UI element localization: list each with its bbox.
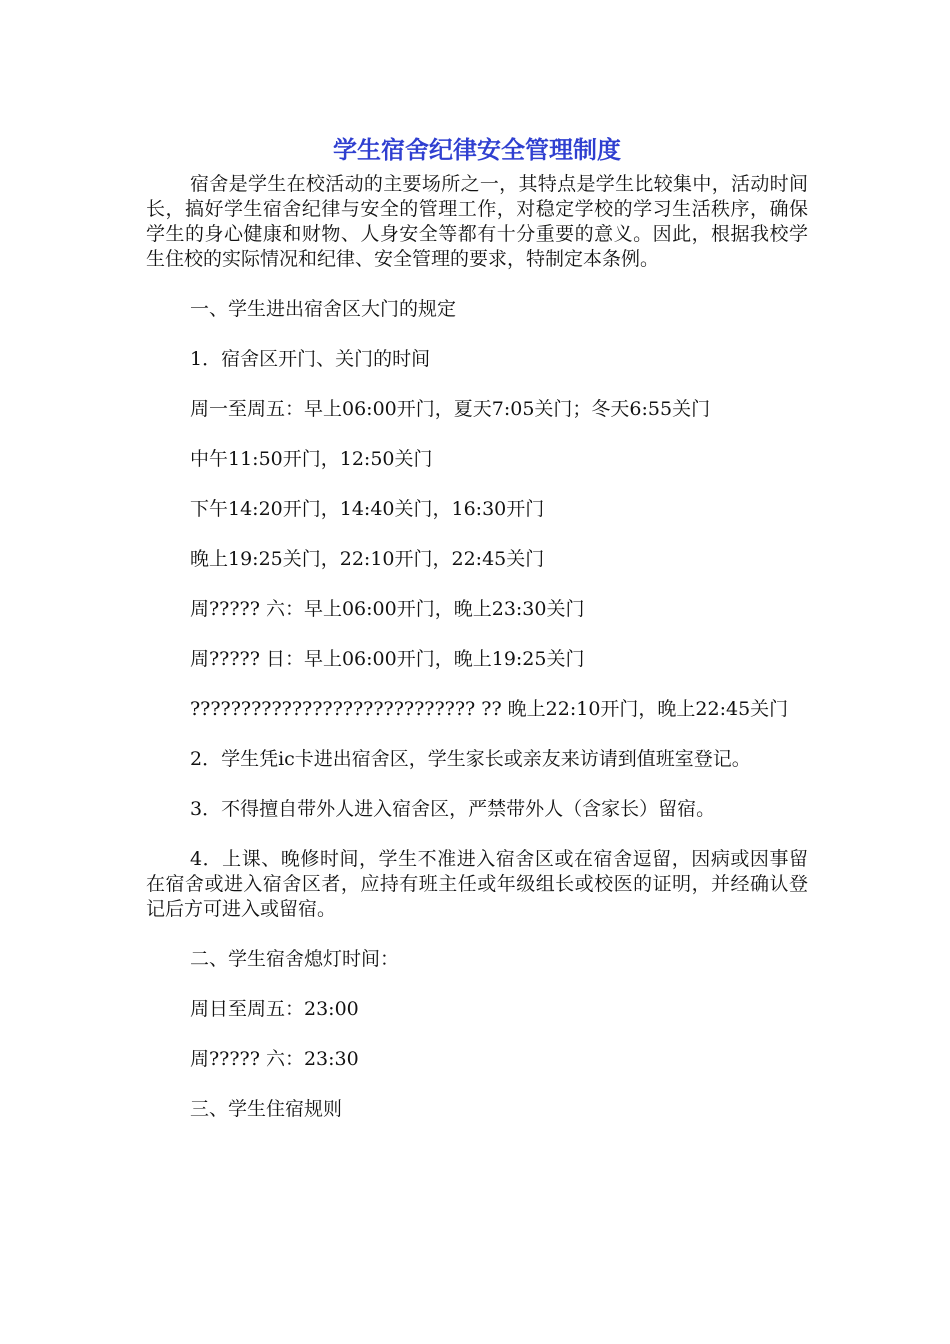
section-heading-2: 二、学生宿舍熄灯时间：: [190, 948, 400, 970]
lights-out-saturday: 周????? 六：23:30: [190, 1048, 359, 1070]
rule-item-2: 2．学生凭ic卡进出宿舍区，学生家长或亲友来访请到值班室登记。: [190, 748, 751, 770]
schedule-sunday-evening: ???????????????????????????? ?? 晚上22:10开门，晚上22:45关门: [190, 698, 789, 720]
document-page: [146, 132, 808, 1122]
schedule-weekday: 周一至周五：早上06:00开门，夏天7:05关门；冬天6:55关门: [190, 398, 711, 420]
rule-item-3: 3．不得擅自带外人进入宿舍区，严禁带外人（含家长）留宿。: [190, 798, 716, 820]
document-title: 学生宿舍纪律安全管理制度: [333, 136, 621, 164]
schedule-saturday: 周????? 六：早上06:00开门，晚上23:30关门: [190, 598, 585, 620]
section-heading-3: 三、学生住宿规则: [190, 1098, 343, 1120]
rule-item-1: 1．宿舍区开门、关门的时间: [190, 348, 431, 370]
lights-out-weekday: 周日至周五：23:00: [190, 998, 359, 1020]
schedule-sunday: 周????? 日：早上06:00开门，晚上19:25关门: [190, 648, 585, 670]
rule-item-4: 4．上课、晚修时间，学生不准进入宿舍区或在宿舍逗留，因病或因事留在宿舍或进入宿舍区者，应持有班主任或年级组长或校医的证明，并经确认登记后方可进入或留宿。: [146, 848, 808, 920]
schedule-evening: 晚上19:25关门，22:10开门，22:45关门: [190, 548, 545, 570]
schedule-noon: 中午11:50开门，12:50关门: [190, 448, 433, 470]
intro-paragraph: 宿舍是学生在校活动的主要场所之一，其特点是学生比较集中，活动时间长，搞好学生宿舍纪律与安全的管理工作，对稳定学校的学习生活秩序，确保学生的身心健康和财物、人身安全等都有十分重要的意义。因此，根据我校学生住校的实际情况和纪律、安全管理的要求，特制定本条例。: [146, 173, 808, 270]
section-heading-1: 一、学生进出宿舍区大门的规定: [190, 298, 457, 320]
schedule-afternoon: 下午14:20开门，14:40关门，16:30开门: [190, 498, 545, 520]
